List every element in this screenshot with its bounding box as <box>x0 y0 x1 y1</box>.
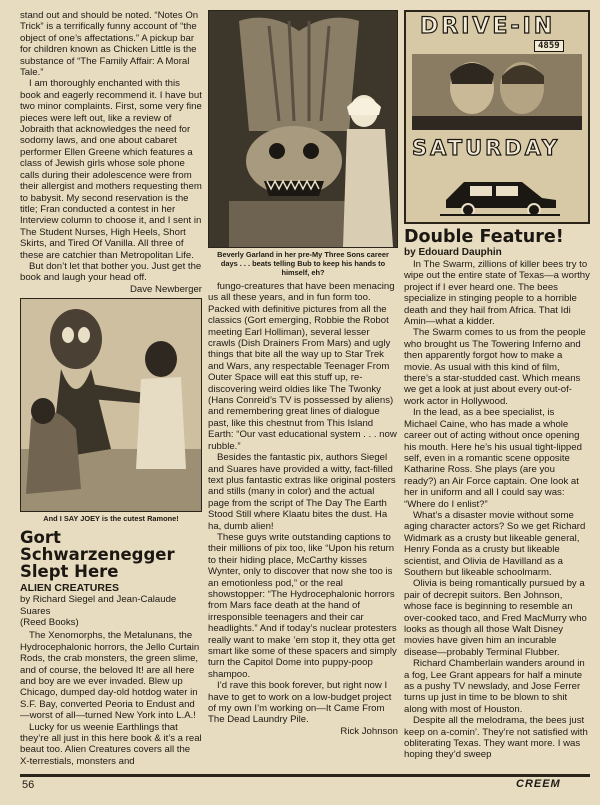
beverly-garland-photo <box>208 10 398 248</box>
magazine-masthead: CREEM <box>516 778 561 790</box>
headline-gort: Gort Schwarzenegger Slept Here <box>20 528 175 582</box>
kissing-couple-icon <box>412 54 582 130</box>
photo-caption: And I SAY JOEY is the cutest Ramone! <box>43 514 179 524</box>
footer-rule <box>20 774 590 777</box>
graphic-title-bottom: SATURDAY <box>412 136 561 160</box>
paragraph: In the lead, as a bee specialist, is Michael Caine, who has made a whole career out of acting without once opening his mouth. Here he’s his usual tight-lipped self, even in a romantic scene opposite Katharine Ross. She plays (are you ready?) an Air Force captain. One look at her in uniform and all I could say was: “Where do I enlist?” <box>404 407 582 510</box>
paragraph: Besides the fantastic pix, authors Siegel and Suares have provided a witty, fact-filled text plus fantastic extras like original posters and stills (many in color) and the actual page from the script of The Day The Earth Stood Still where Klaatu bites the dust. Ha ha, dumb alien! <box>208 452 396 532</box>
paragraph: But don’t let that bother you. Just get the book and laugh your head off. <box>20 260 202 284</box>
author-signoff: Rick Johnson <box>340 725 398 737</box>
paragraph: fungo-creatures that have been menacing us all these years, and in fun form too. Packed with definitive pictures from all the classics (Gort emerging, Robbie the Robot meeting Earl Holliman), several lesser crawls (Dish Drainers From Mars) and ugly things that bite all the way up to Star Trek and Wars, any respectable Teenager From Outer Space will eat this stuff up, re-discovering weird oldies like The Twonky (Hans Conreid’s TV is possessed by aliens) and remembering great lines of dialogue past, like this chestnut from This Island Earth: “Our vast educational system . . . now rubble.” <box>208 281 397 452</box>
alien-photo-illustration <box>21 299 201 511</box>
monster-photo-illustration <box>209 11 397 247</box>
book-title: ALIEN CREATURES <box>20 582 119 595</box>
photo-caption: Beverly Garland in her pre-My Three Sons career days . . . beats telling Bub to keep his hands to himself, eh? <box>217 250 389 277</box>
drive-in-saturday-graphic <box>404 10 590 224</box>
paragraph: I’d rave this book forever, but right now I have to get to work on a low-budget project of my own I’m working on—It Came From The Dead Laundry Pile. <box>208 680 392 726</box>
license-plate: 4859 <box>534 40 564 52</box>
book-authors: by Richard Siegel and Jean-Calaude Suares <box>20 594 177 617</box>
paragraph: Richard Chamberlain wanders around in a fog, Lee Grant appears for half a minute as a pushy TV newslady, and Jose Ferrer turns up just in time to be blown to shit along with most of Houston. <box>404 658 585 715</box>
paragraph: The Swarm comes to us from the people who brought us The Towering Inferno and then apparently forgot how to make a movie. As usual with this kind of film, there’s a star-studded cast. Which means we get a look at just about every out-of-work actor in Hollywood. <box>404 327 586 407</box>
book-publisher: (Reed Books) <box>20 616 79 628</box>
paragraph: In The Swarm, zillions of killer bees try to wipe out the entire state of Texas—a worthy project if I ever heard one. The bees specialize in stinging people to a horrible death and they hail from Africa. That Idi Amin—what a kidder. <box>404 259 590 328</box>
paragraph: What’s a disaster movie without some aging character actors? So we get Richard Widmark as a crusty but likeable general, Henry Fonda as a crusty but likeable scientist, and Olivia de Havilland as a Southern but likeable schoolmarm. <box>404 509 586 578</box>
page-number: 56 <box>22 779 35 791</box>
paragraph: The Xenomorphs, the Metalunans, the Hydrocephalonic horrors, the Jello Curtain Rods, the crab monsters, the green slime, and of course, the beloved It! are all here and boy are we ever invaded. Blew up Chicago, dumped day-old hotdog water in S.F. Bay, converted Peoria to Endust and—worst of all—turned New York into L.A.! <box>20 630 200 722</box>
paragraph: I am thoroughly enchanted with this book and eagerly recommend it. I have but two minor complaints. First, some very fine pieces were left out, like a review of Jobraith that acknowledges the need for sodomy laws, and one about cabaret performer Ellen Greene which features a class of Jewish girls whose sole phone calls during their adolescence were from their allergist and mothers requesting them to babysit. My second reservation is the title; Fran conducted a contest in her Interview column to choose it, and I sent in The Student Nurses, High Heels, Short Skirts, and Tired Of Vanilla. All three of these are catchier than Metropolitan Life. <box>20 78 202 261</box>
paragraph: Olivia is being romantically pursued by a pair of decrepit suitors. Ben Johnson, whose face is beginning to resemble an over-cooked taco, and Fred MacMurry who looks as though all those Walt Disney movies have given him an incurable disease—probably Terminal Flubber. <box>404 578 587 658</box>
column-middle <box>208 10 398 737</box>
column-right <box>404 10 590 761</box>
paragraph: Lucky for us weenie Earthlings that they’re all just in this here book & it’s a real beaut too. Alien Creatures covers all the X-terrestials, monsters and <box>20 721 202 767</box>
paragraph: Despite all the melodrama, the bees just keep on a-comin’. They’re not satisfied with obliterating Texas. They want more. I was hoping they’d sweep <box>404 715 588 761</box>
column-left <box>20 10 202 767</box>
headline-double-feature: Double Feature! <box>404 227 564 247</box>
review-continued <box>20 10 202 295</box>
byline: by Edouard Dauphin <box>404 247 502 258</box>
author-signoff: Dave Newberger <box>130 283 202 295</box>
paragraph: These guys write outstanding captions to their millions of pix too, like “Upon his return to their hiding place, McCarthy kisses Wynter, only to discover that now she too is an emotionless pod,” or the real showstopper: “The Hydrocephalonic horrors from Mars face death at the hand of irresponsible teenagers and their car headlights.” And if today’s nuclear protesters really want to make ’em stop it, they otta get smart like some of these spacers and simply turn the Capitol Dome into puppy-poop shampoo. <box>208 531 397 680</box>
graphic-title-top: DRIVE-IN <box>420 14 556 39</box>
alien-photo <box>20 298 202 512</box>
paragraph: stand out and should be noted. “Notes On Trick” is a terrifically funny account of “the object of one’s affectations.” A pickup bar for children known as Chicken Little is the substance of “The Family Affair: A Moral Tale.” <box>20 10 199 79</box>
car-icon <box>440 168 560 216</box>
